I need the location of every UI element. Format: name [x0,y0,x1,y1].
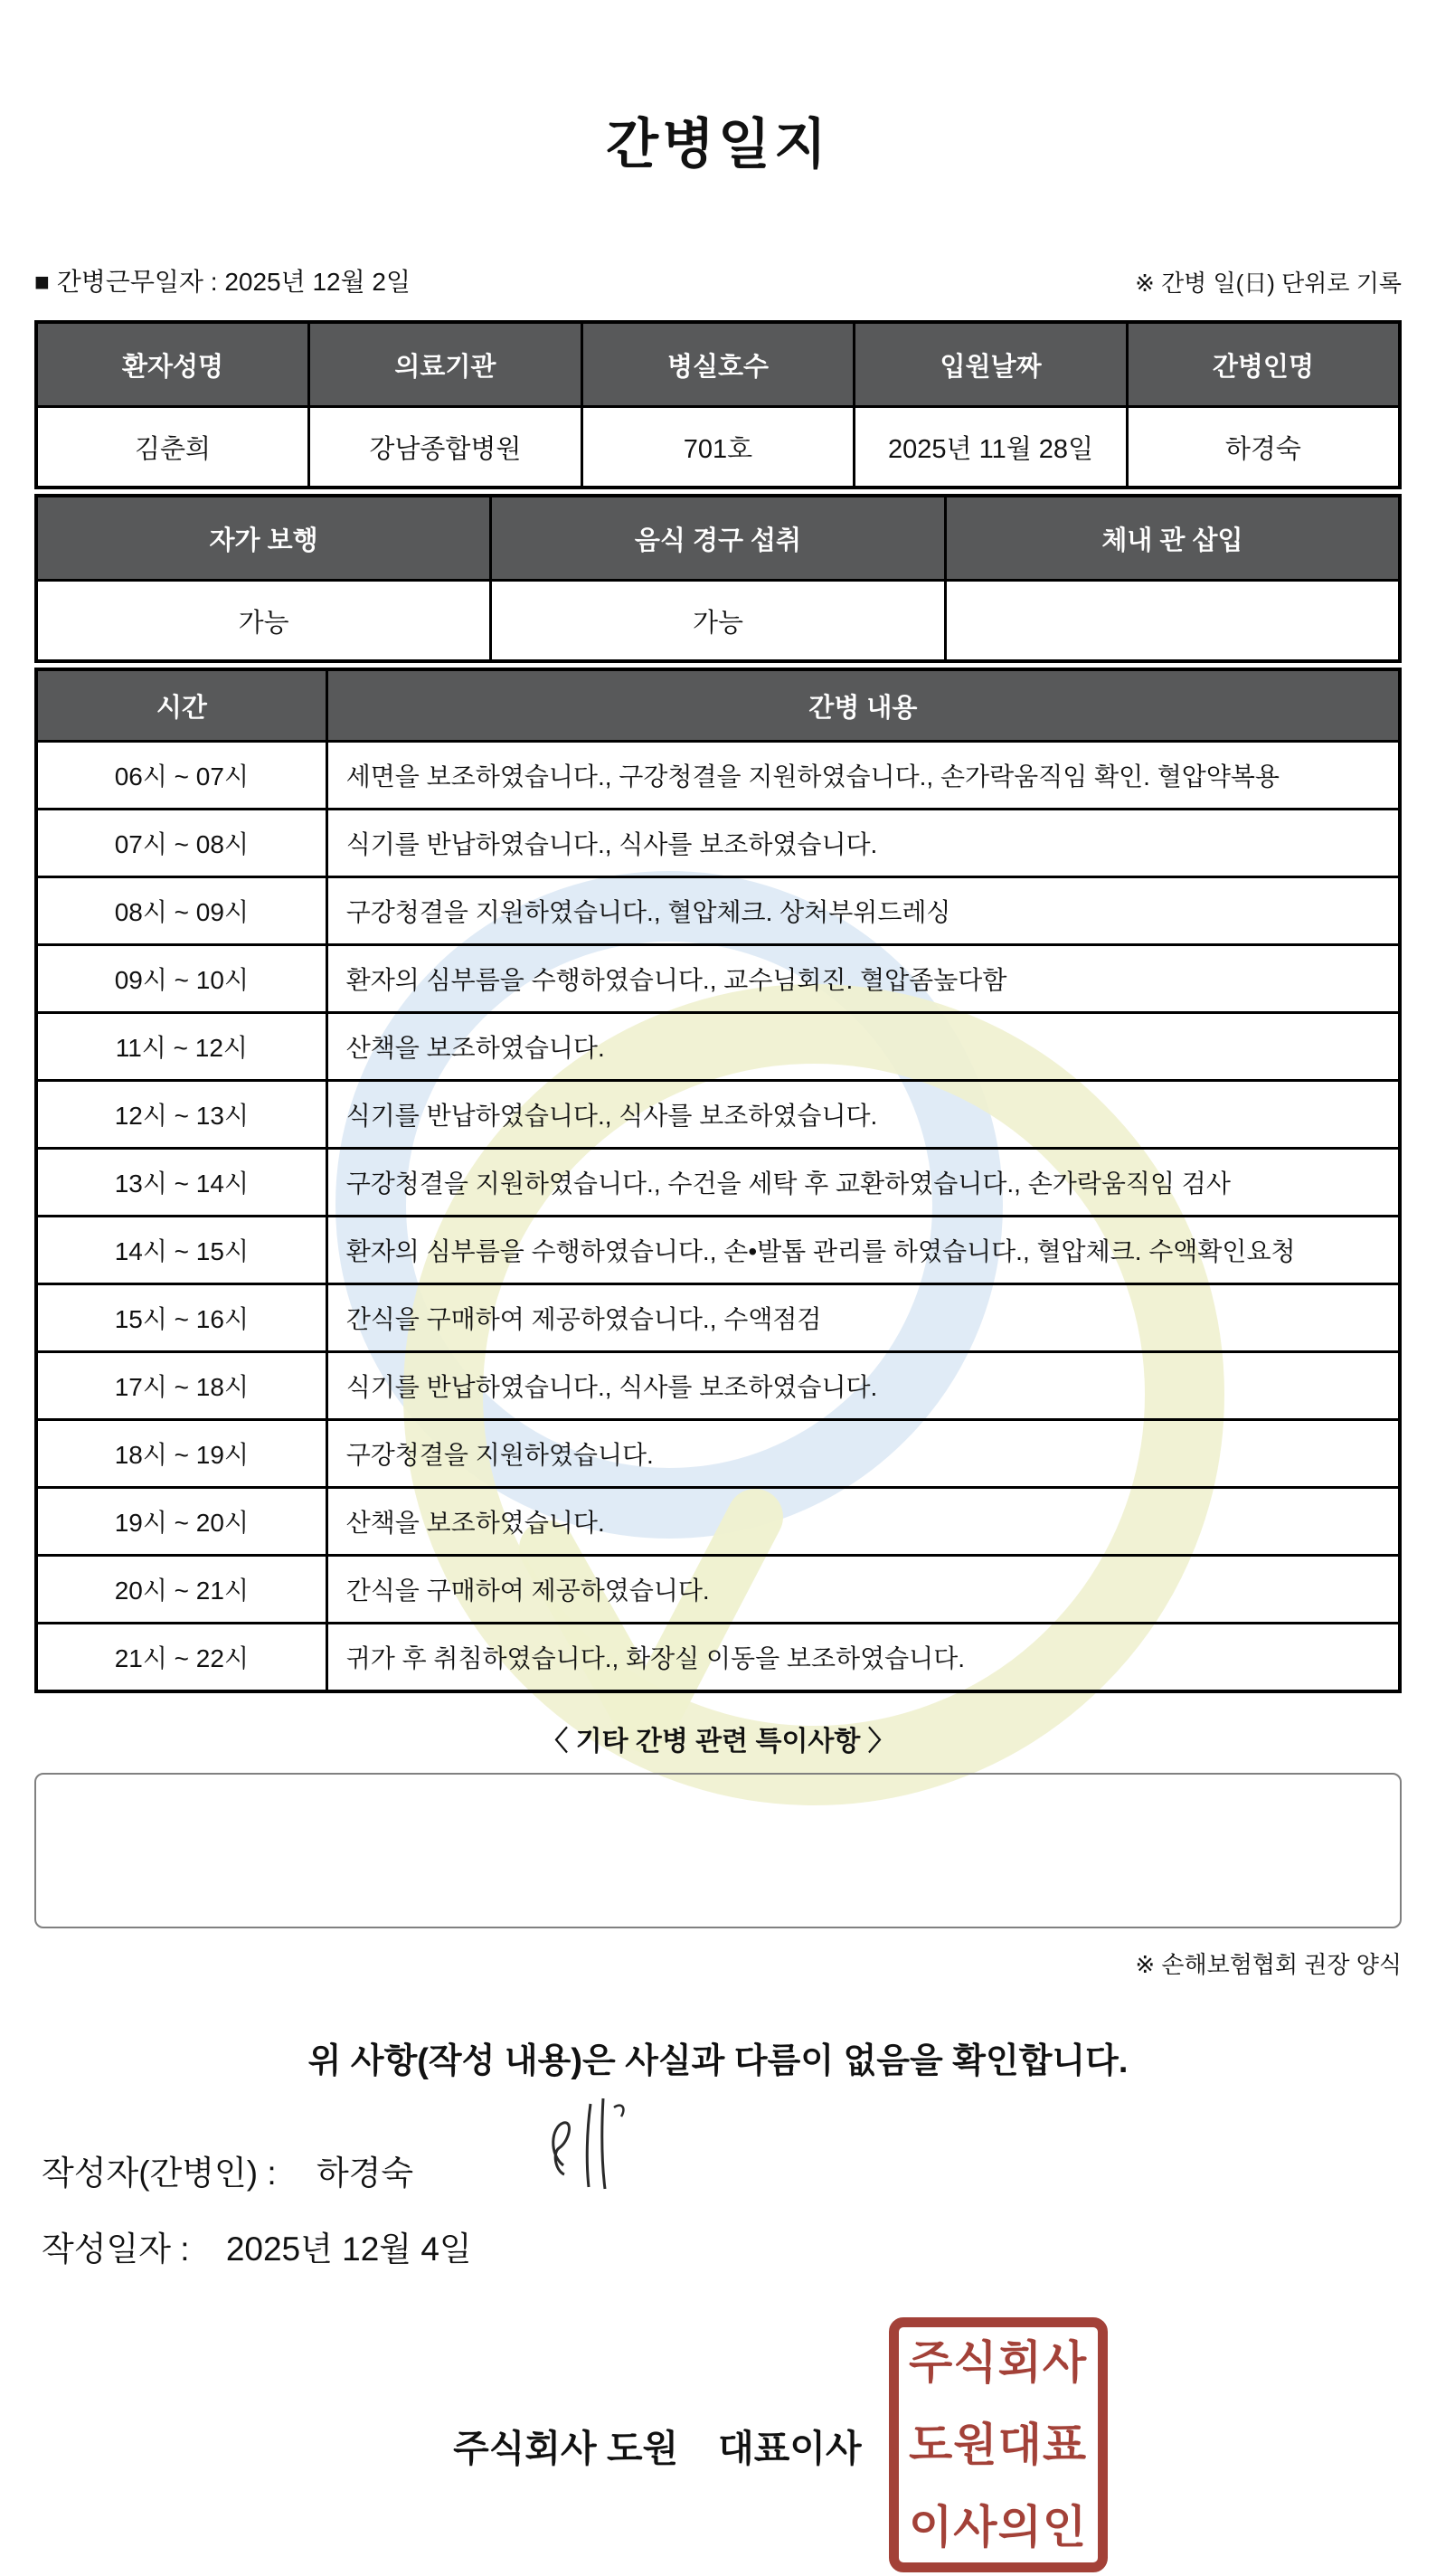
value-caregiver-name: 하경숙 [1127,407,1400,488]
log-content: 산책을 보조하였습니다. [326,1013,1400,1081]
confirmation-statement: 위 사항(작성 내용)은 사실과 다름이 없음을 확인합니다. [307,2042,1129,2080]
log-time: 18시 ~ 19시 [36,1420,326,1488]
care-log-row [36,1488,1400,1556]
log-time: 13시 ~ 14시 [36,1149,326,1217]
company-row [34,2317,1402,2572]
stamp-text-line: 이사의인 [909,2502,1088,2552]
care-log-row [36,1352,1400,1420]
log-content: 세면을 보조하였습니다., 구강청결을 지원하였습니다., 손가락움직임 확인. 혈압약복용 [326,742,1400,810]
care-log-table [34,668,1402,1693]
header-admission-date: 입원날짜 [855,322,1128,407]
header-medical-institution: 의료기관 [309,322,582,407]
patient-info-table [34,320,1402,489]
header-caregiver-name: 간병인명 [1127,322,1400,407]
care-log-row [36,1284,1400,1352]
log-content: 간식을 구매하여 제공하였습니다. [326,1556,1400,1624]
condition-value-row [36,581,1400,662]
header-oral-intake: 음식 경구 섭취 [491,496,946,581]
work-date-line [34,262,411,298]
log-content: 식기를 반납하였습니다., 식사를 보조하였습니다. [326,810,1400,877]
log-time: 19시 ~ 20시 [36,1488,326,1556]
recommended-form-note: ※ 손해보험협회 권장 양식 [1135,1951,1402,1978]
value-medical-institution: 강남종합병원 [309,407,582,488]
log-time: 14시 ~ 15시 [36,1217,326,1284]
log-time: 06시 ~ 07시 [36,742,326,810]
corporate-seal-stamp [889,2317,1108,2572]
log-time: 21시 ~ 22시 [36,1624,326,1692]
log-time: 07시 ~ 08시 [36,810,326,877]
record-unit-note: ※ 간병 일(日) 단위로 기록 [1135,270,1402,297]
patient-info-header-row [36,322,1400,407]
log-content: 구강청결을 지원하였습니다., 수건을 세탁 후 교환하였습니다., 손가락움직임 검사 [326,1149,1400,1217]
care-log-row [36,1149,1400,1217]
write-date-line [34,2221,1402,2270]
care-log-row [36,1013,1400,1081]
care-log-row [36,1081,1400,1149]
value-patient-name: 김춘희 [36,407,309,488]
writer-label: 작성자(간병인) : [42,2155,277,2192]
company-role: 대표이사 [718,2427,862,2469]
care-log-header-row [36,669,1400,742]
log-content: 간식을 구매하여 제공하였습니다., 수액점검 [326,1284,1400,1352]
care-log-row [36,945,1400,1013]
header-patient-name: 환자성명 [36,322,309,407]
log-content: 식기를 반납하였습니다., 식사를 보조하였습니다. [326,1081,1400,1149]
meta-row [34,262,1402,298]
care-journal-page [0,101,1436,2576]
header-internal-tube: 체내 관 삽입 [945,496,1400,581]
care-log-row [36,1420,1400,1488]
special-notes-title: 〈 기타 간병 관련 특이사항 〉 [541,1727,895,1757]
value-room-number: 701호 [581,407,855,488]
care-log-row [36,1624,1400,1692]
care-log-row [36,742,1400,810]
value-self-walking: 가능 [36,581,491,662]
log-content: 구강청결을 지원하였습니다., 혈압체크. 상처부위드레싱 [326,877,1400,945]
header-self-walking: 자가 보행 [36,496,491,581]
patient-info-value-row [36,407,1400,488]
care-log-row [36,877,1400,945]
writer-line [34,2145,1402,2194]
log-time: 11시 ~ 12시 [36,1013,326,1081]
log-time: 08시 ~ 09시 [36,877,326,945]
log-content: 귀가 후 취침하였습니다., 화장실 이동을 보조하였습니다. [326,1624,1400,1692]
log-content: 환자의 심부름을 수행하였습니다., 교수님회진. 혈압좀높다함 [326,945,1400,1013]
log-time: 17시 ~ 18시 [36,1352,326,1420]
condition-table [34,494,1402,663]
handwritten-signature [536,2093,645,2197]
log-time: 15시 ~ 16시 [36,1284,326,1352]
page-title: 간병일지 [606,114,830,175]
company-name: 주식회사 도원 [453,2427,679,2469]
log-content: 환자의 심부름을 수행하였습니다., 손•발톱 관리를 하였습니다., 혈압체크. 수액확인요청 [326,1217,1400,1284]
write-date-value: 2025년 12월 4일 [225,2230,472,2268]
care-log-row [36,810,1400,877]
stamp-text-line: 주식회사 [909,2337,1088,2388]
care-log-row [36,1556,1400,1624]
log-time: 12시 ~ 13시 [36,1081,326,1149]
writer-name: 하경숙 [316,2155,414,2192]
value-admission-date: 2025년 11월 28일 [855,407,1128,488]
value-internal-tube [945,581,1400,662]
work-date-label: ■ 간병근무일자 : [34,268,218,296]
log-content: 산책을 보조하였습니다. [326,1488,1400,1556]
log-content: 구강청결을 지원하였습니다. [326,1420,1400,1488]
log-time: 20시 ~ 21시 [36,1556,326,1624]
value-oral-intake: 가능 [491,581,946,662]
header-room-number: 병실호수 [581,322,855,407]
log-content: 식기를 반납하였습니다., 식사를 보조하였습니다. [326,1352,1400,1420]
header-care-content: 간병 내용 [326,669,1400,742]
write-date-label: 작성일자 : [42,2230,190,2268]
work-date-value: 2025년 12월 2일 [224,268,411,296]
header-time: 시간 [36,669,326,742]
condition-header-row [36,496,1400,581]
care-log-row [36,1217,1400,1284]
stamp-text-line: 도원대표 [909,2420,1088,2470]
company-name-line [371,2376,862,2514]
log-time: 09시 ~ 10시 [36,945,326,1013]
special-notes-box [34,1773,1402,1928]
